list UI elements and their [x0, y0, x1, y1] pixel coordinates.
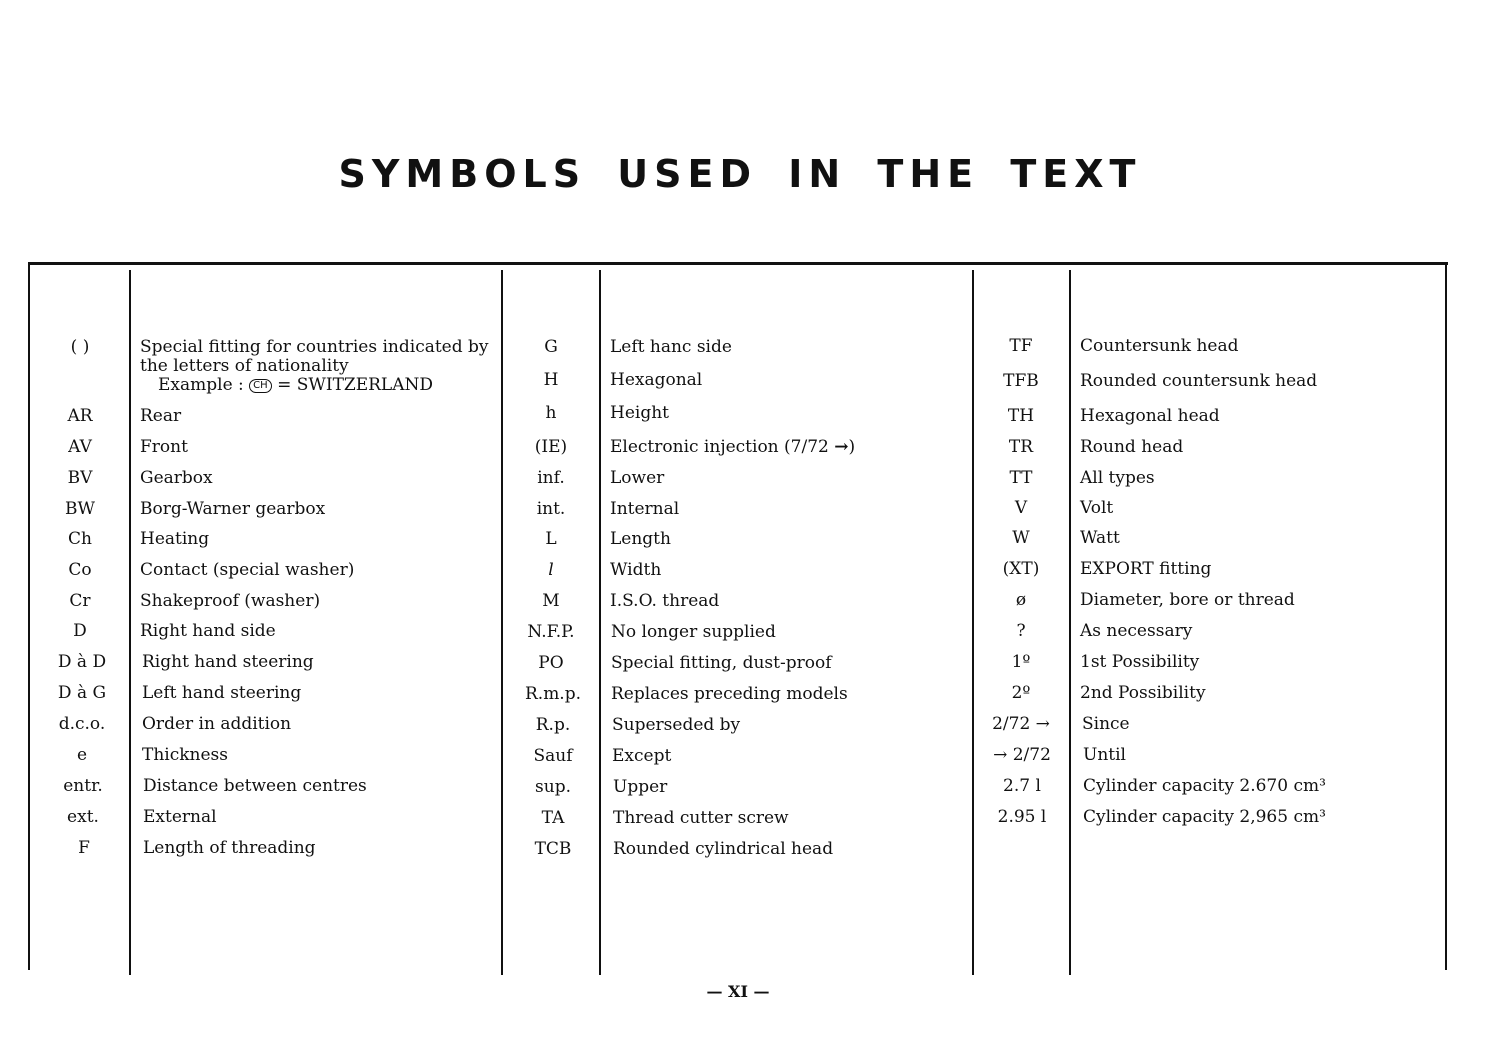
symbol: ø: [1015, 590, 1027, 610]
example-line: [140, 376, 500, 395]
example-value: = SWITZERLAND: [277, 375, 434, 395]
symbol: 2º: [1011, 683, 1031, 703]
symbol: ( ): [70, 337, 90, 357]
symbols-column-3: [974, 0, 1444, 1039]
description: Length: [610, 529, 671, 549]
symbol: (XT): [1002, 559, 1040, 579]
symbol: e: [76, 745, 88, 765]
symbol: TT: [1009, 468, 1033, 488]
symbol: d.c.o.: [58, 714, 106, 734]
description: Width: [610, 560, 662, 580]
page-title: SYMBOLS USED IN THE TEXT: [338, 152, 1142, 196]
symbol: 2.95 l: [997, 807, 1047, 827]
symbol: inf.: [537, 468, 565, 488]
description: Right hand steering: [142, 652, 314, 672]
description: Borg-Warner gearbox: [140, 499, 326, 519]
symbol: H: [543, 370, 559, 390]
symbol: W: [1012, 528, 1030, 548]
description: Cylinder capacity 2.670 cm³: [1083, 776, 1326, 796]
symbols-column-2: [503, 0, 971, 1039]
description: Upper: [613, 777, 668, 797]
description: Length of threading: [143, 838, 316, 858]
symbol: AR: [67, 406, 93, 426]
symbol: l: [548, 560, 554, 580]
description: Since: [1082, 714, 1130, 734]
symbol: D: [73, 621, 87, 641]
description: As necessary: [1080, 621, 1193, 641]
description-line: the letters of nationality: [140, 356, 349, 376]
description: Rounded countersunk head: [1080, 371, 1318, 391]
symbol: R.m.p.: [524, 684, 581, 704]
description: Watt: [1080, 528, 1120, 548]
description: Round head: [1080, 437, 1184, 457]
symbol: Co: [68, 560, 92, 580]
symbol: TH: [1007, 406, 1035, 426]
symbol: Cr: [69, 591, 91, 611]
description: Special fitting, dust-proof: [611, 653, 832, 673]
symbol: int.: [536, 499, 566, 519]
symbol: D à G: [57, 683, 107, 703]
symbol: (IE): [534, 437, 568, 457]
description: Thickness: [142, 745, 229, 765]
symbol: sup.: [535, 777, 571, 797]
symbol: L: [545, 529, 557, 549]
symbol: ext.: [67, 807, 99, 827]
symbol: F: [78, 838, 90, 858]
description: Left hand steering: [142, 683, 302, 703]
description: Gearbox: [140, 468, 213, 488]
description: Height: [610, 403, 669, 423]
arrow-right-icon: →: [834, 437, 849, 457]
description: [140, 338, 500, 395]
description: Except: [612, 746, 672, 766]
symbols-column-1: [30, 0, 500, 1039]
symbol: 2.7 l: [1003, 776, 1041, 796]
symbol: h: [545, 403, 557, 423]
description: Distance between centres: [143, 776, 367, 796]
symbol: BV: [67, 468, 93, 488]
symbol: V: [1014, 498, 1028, 518]
description: All types: [1080, 468, 1155, 488]
symbol: 2/72 →: [992, 714, 1050, 734]
symbol: Ch: [68, 529, 92, 549]
description: Rear: [140, 406, 182, 426]
description: Shakeproof (washer): [140, 591, 321, 611]
description: Internal: [610, 499, 680, 519]
description: Hexagonal head: [1080, 406, 1220, 426]
description: Front: [140, 437, 188, 457]
description: Heating: [140, 529, 210, 549]
description: Lower: [610, 468, 665, 488]
description: Cylinder capacity 2,965 cm³: [1083, 807, 1326, 827]
description: Until: [1083, 745, 1126, 765]
symbol: BW: [65, 499, 95, 519]
description: Diameter, bore or thread: [1080, 590, 1295, 610]
description: Superseded by: [612, 715, 741, 735]
symbol: M: [542, 591, 560, 611]
symbol: entr.: [63, 776, 103, 796]
description: 2nd Possibility: [1080, 683, 1206, 703]
symbol: Sauf: [533, 746, 573, 766]
symbol: ?: [1016, 621, 1026, 641]
symbol: 1º: [1011, 652, 1031, 672]
description-suffix: ): [848, 437, 856, 457]
description: No longer supplied: [611, 622, 776, 642]
description: External: [143, 807, 217, 827]
description: Thread cutter screw: [613, 808, 789, 828]
symbol: PO: [538, 653, 564, 673]
symbol: TR: [1008, 437, 1034, 457]
symbol: TA: [541, 808, 565, 828]
symbol: D à D: [57, 652, 107, 672]
description: Contact (special washer): [140, 560, 355, 580]
symbol: → 2/72: [993, 745, 1051, 765]
page-number: — XI —: [706, 982, 770, 1001]
description: I.S.O. thread: [610, 591, 720, 611]
description: Replaces preceding models: [611, 684, 848, 704]
symbol: TCB: [534, 839, 572, 859]
symbol: TFB: [1003, 371, 1039, 391]
description: Order in addition: [142, 714, 292, 734]
description: Countersunk head: [1080, 336, 1239, 356]
example-label: Example :: [158, 375, 244, 395]
description: Hexagonal: [610, 370, 703, 390]
description-line: Special fitting for countries indicated by: [140, 337, 489, 357]
description: EXPORT fitting: [1080, 559, 1212, 579]
description: Left hanc side: [610, 337, 732, 357]
description: Volt: [1080, 498, 1114, 518]
description: Rounded cylindrical head: [613, 839, 834, 859]
description: [610, 438, 855, 457]
description: Right hand side: [140, 621, 276, 641]
symbol: AV: [68, 437, 92, 457]
symbol: N.F.P.: [527, 622, 575, 642]
symbol: R.p.: [535, 715, 571, 735]
symbol: G: [544, 337, 558, 357]
symbol: TF: [1009, 336, 1033, 356]
description-text: Electronic injection (7/72: [610, 437, 829, 457]
description: 1st Possibility: [1080, 652, 1200, 672]
table-right-rule: [1445, 262, 1447, 970]
nationality-badge: CH: [249, 379, 272, 393]
